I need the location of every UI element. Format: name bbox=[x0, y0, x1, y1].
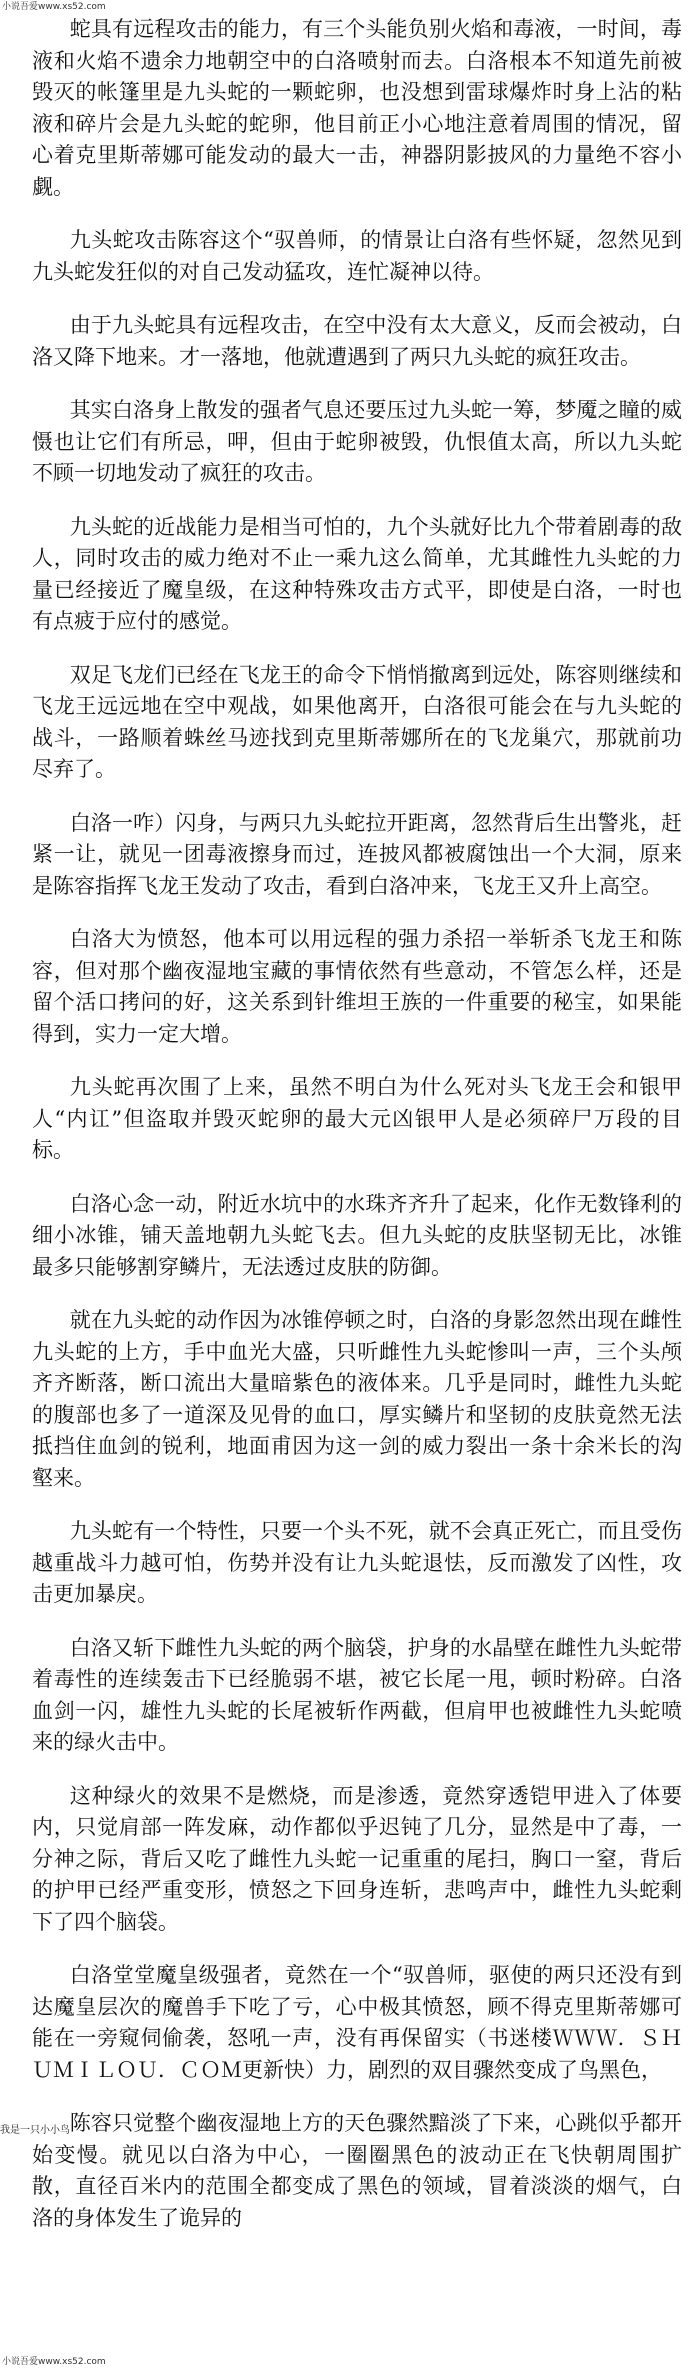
paragraph: 白洛一咋）闪身，与两只九头蛇拉开距离，忽然背后生出警兆，赶紧一让，就见一团毒液擦身而过，连披风都被腐蚀出一个大洞，原来是陈容指挥飞龙王发动了攻击，看到白洛冲来，飞龙王又升上高空。 bbox=[32, 810, 682, 898]
site-watermark: 小说吾爱www.xs52.com bbox=[2, 2357, 106, 2367]
paragraph: 双足飞龙们已经在飞龙王的命令下悄悄撤离到远处，陈容则继续和飞龙王远远地在空中观战，如果他离开，白洛很可能会在与九头蛇的战斗，一路顺着蛛丝马迹找到克里斯蒂娜所在的飞龙巢穴，那就前功尽弃了。 bbox=[32, 662, 682, 781]
paragraph: 就在九头蛇的动作因为冰锥停顿之时，白洛的身影忽然出现在雌性九头蛇的上方，手中血光大盛，只听雌性九头蛇惨叫一声，三个头颅齐齐断落，断口流出大量暗紫色的液体来。几乎是同时，雌性九头蛇的腹部也多了一道深及见骨的血口，厚实鳞片和坚韧的皮肤竟然无法抵挡住血剑的锐利，地面甫因为这一剑的威力裂出一条十余米长的沟壑来。 bbox=[32, 1308, 682, 1490]
paragraph: 陈容只觉整个幽夜湿地上方的天色骤然黯淡了下来，心跳似乎都开始变慢。就见以白洛为中心，一圈圈黑色的波动正在飞快朝周围扩散，直径百米内的范围全都变成了黑色的领域，冒着淡淡的烟气，白洛的身体发生了诡异的 bbox=[32, 2111, 682, 2230]
paragraph: 白洛又斩下雌性九头蛇的两个脑袋，护身的水晶壁在雌性九头蛇带着毒性的连续轰击下已经脆弱不堪，被它长尾一甩，顿时粉碎。白洛血剑一闪，雄性九头蛇的长尾被斩作两截，但肩甲也被雌性九头蛇喷来的绿火击中。 bbox=[32, 1635, 682, 1754]
paragraph: 这种绿火的效果不是燃烧，而是渗透，竟然穿透铠甲进入了体要内，只觉肩部一阵发麻，动作都似乎迟钝了几分，显然是中了毒，一分神之际，背后又吃了雌性九头蛇一记重重的尾扫，胸口一窒，背后的护甲已经严重变形，愤怒之下回身连斩，悲鸣声中，雌性九头蛇剩下了四个脑袋。 bbox=[32, 1783, 682, 1934]
site-watermark: 小说吾爱www.xs52.com bbox=[2, 2, 106, 12]
page-footer bbox=[0, 2354, 700, 2370]
paragraph: 九头蛇攻击陈容这个“驭兽师，的情景让白洛有些怀疑，忽然见到九头蛇发狂似的对自己发动猛攻，连忙凝神以待。 bbox=[32, 228, 682, 284]
paragraph: 蛇具有远程攻击的能力，有三个头能负别火焰和毒液，一时间，毒液和火焰不遗余力地朝空中的白洛喷射而去。白洛根本不知道先前被毁灭的帐篷里是九头蛇的一颗蛇卵，也没想到雷球爆炸时身上沾的粘液和碎片会是九头蛇的蛇卵，他目前正小心地注意着周围的情况，留心着克里斯蒂娜可能发动的最大一击，神器阴影披风的力量绝不容小觑。 bbox=[32, 17, 682, 199]
paragraph: 九头蛇再次围了上来，虽然不明白为什么死对头飞龙王会和银甲人“内讧”但盗取并毁灭蛇卵的最大元凶银甲人是必须碎尸万段的目标。 bbox=[32, 1075, 682, 1162]
paragraph: 九头蛇的近战能力是相当可怕的，九个头就好比九个带着剧毒的敌人，同时攻击的威力绝对不止一乘九这么简单，尤其雌性九头蛇的力量已经接近了魔皇级，在这种特殊攻击方式平，即使是白洛，一时也有点疲于应付的感觉。 bbox=[32, 514, 682, 633]
novel-page bbox=[32, 14, 682, 2340]
paragraph: 由于九头蛇具有远程攻击，在空中没有太大意义，反而会被动，白洛又降下地来。才一落地，他就遭遇到了两只九头蛇的疯狂攻击。 bbox=[32, 313, 682, 369]
paragraph: 白洛大为愤怒，他本可以用远程的强力杀招一举斩杀飞龙王和陈容，但对那个幽夜湿地宝藏的事情依然有些意动，不管怎么样，还是留个活口拷问的好，这关系到针维坦王族的一件重要的秘宝，如果能得到，实力一定大增。 bbox=[32, 927, 682, 1046]
paragraph: 白洛心念一动，附近水坑中的水珠齐齐升了起来，化作无数锋利的细小冰锥，铺天盖地朝九头蛇飞去。但九头蛇的皮肤坚韧无比，冰锥最多只能够割穿鳞片，无法透过皮肤的防御。 bbox=[32, 1191, 682, 1279]
page-header bbox=[0, 0, 700, 14]
paragraph: 白洛堂堂魔皇级强者，竟然在一个“驭兽师，驱使的两只还没有到达魔皇层次的魔兽手下吃了亏，心中极其愤怒，顾不得克里斯蒂娜可能在一旁窥伺偷袭，怒吼一声，没有再保留实（书迷楼ＷＷＷ．ＳＨＵＭＩＬＯＵ．ＣＯＭ更新快）力，剧烈的双目骤然变成了鸟黑色， bbox=[32, 1963, 682, 2082]
paragraph: 九头蛇有一个特性，只要一个头不死，就不会真正死亡，而且受伤越重战斗力越可怕，伤势并没有让九头蛇退怯，反而激发了凶性，攻击更加暴戾。 bbox=[32, 1519, 682, 1606]
paragraph: 其实白洛身上散发的强者气息还要压过九头蛇一筹，梦魇之瞳的威慑也让它们有所忌，呷，但由于蛇卵被毁，仇恨值太高，所以九头蛇不顾一切地发动了疯狂的攻击。 bbox=[32, 398, 682, 485]
inline-note: 我是一只小小鸟 bbox=[0, 2125, 70, 2136]
